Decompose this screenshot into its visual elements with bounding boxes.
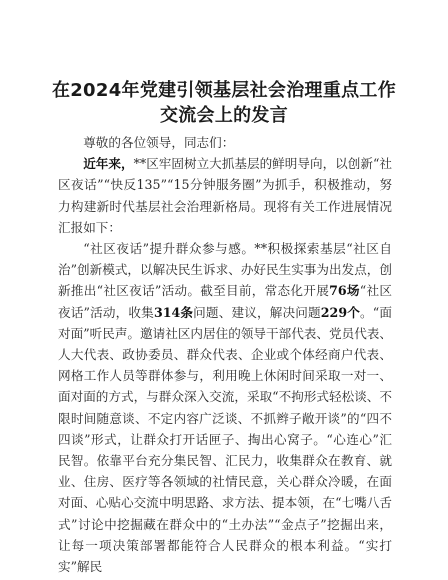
document-title: 在2024年党建引领基层社会治理重点工作交流会上的发言 [51,80,397,126]
night-talk-text-4: 。“面对面”听民声。邀请社区内居住的领导干部代表、党员代表、人大代表、政协委员、群众代表、企业或个体经商户代表、网格工作人员等群体参与，利用晚上休闲时间采取一对一、面对面的方式，与群众深入交流，采取“不拘形式轻松谈、不限时间随意谈、不定内容广泛谈、不抓辫子敞开谈”的“四不四谈”形式，让群众打开话匣子、掏出心窝子。“心连心”汇民智。依靠平台充分集民智、汇民力，收集群众在教育、就业、住房、医疗等各领域的社情民意，关心群众冷暖，在面对面、心贴心交流中明思路、求方法、提本领，在“七嘴八舌式”讨论中挖掘藏在群众中的“土办法”“金点子”挖掘出来，让每一项决策部署都能符合人民群众的根本利益。“实打实”解民 [58,304,392,575]
night-talk-count-solved: 229个 [320,304,361,320]
intro-lead: 近年来， [83,156,134,172]
intro-body: **区牢固树立大抓基层的鲜明导向，以创新“社区夜话”“快反135”“15分钟服务圈”为抓手，积极推动，努力构建新时代基层社会治理新格局。现将有关工作进展情况汇报如下： [58,156,392,235]
paragraph-community-night-talk [58,238,392,577]
night-talk-text-1: “社区夜话”提升群众参与感。**积极探索基层“社区自治”创新模式，以解决民生诉求、办好民生实事为出发点，创新推出“社区夜话”活动。截至目前，常态化开展 [58,241,392,299]
night-talk-text-3: 问题、建议，解决问题 [193,304,321,320]
night-talk-count-sessions: 76场 [329,283,360,299]
paragraph-intro [58,153,392,238]
night-talk-text-2: “社区夜话”活动，收集 [58,283,392,320]
greeting-line: 尊敬的各位领导，同志们： [83,135,235,150]
document-body [58,132,392,577]
night-talk-count-issues: 314条 [153,304,194,320]
